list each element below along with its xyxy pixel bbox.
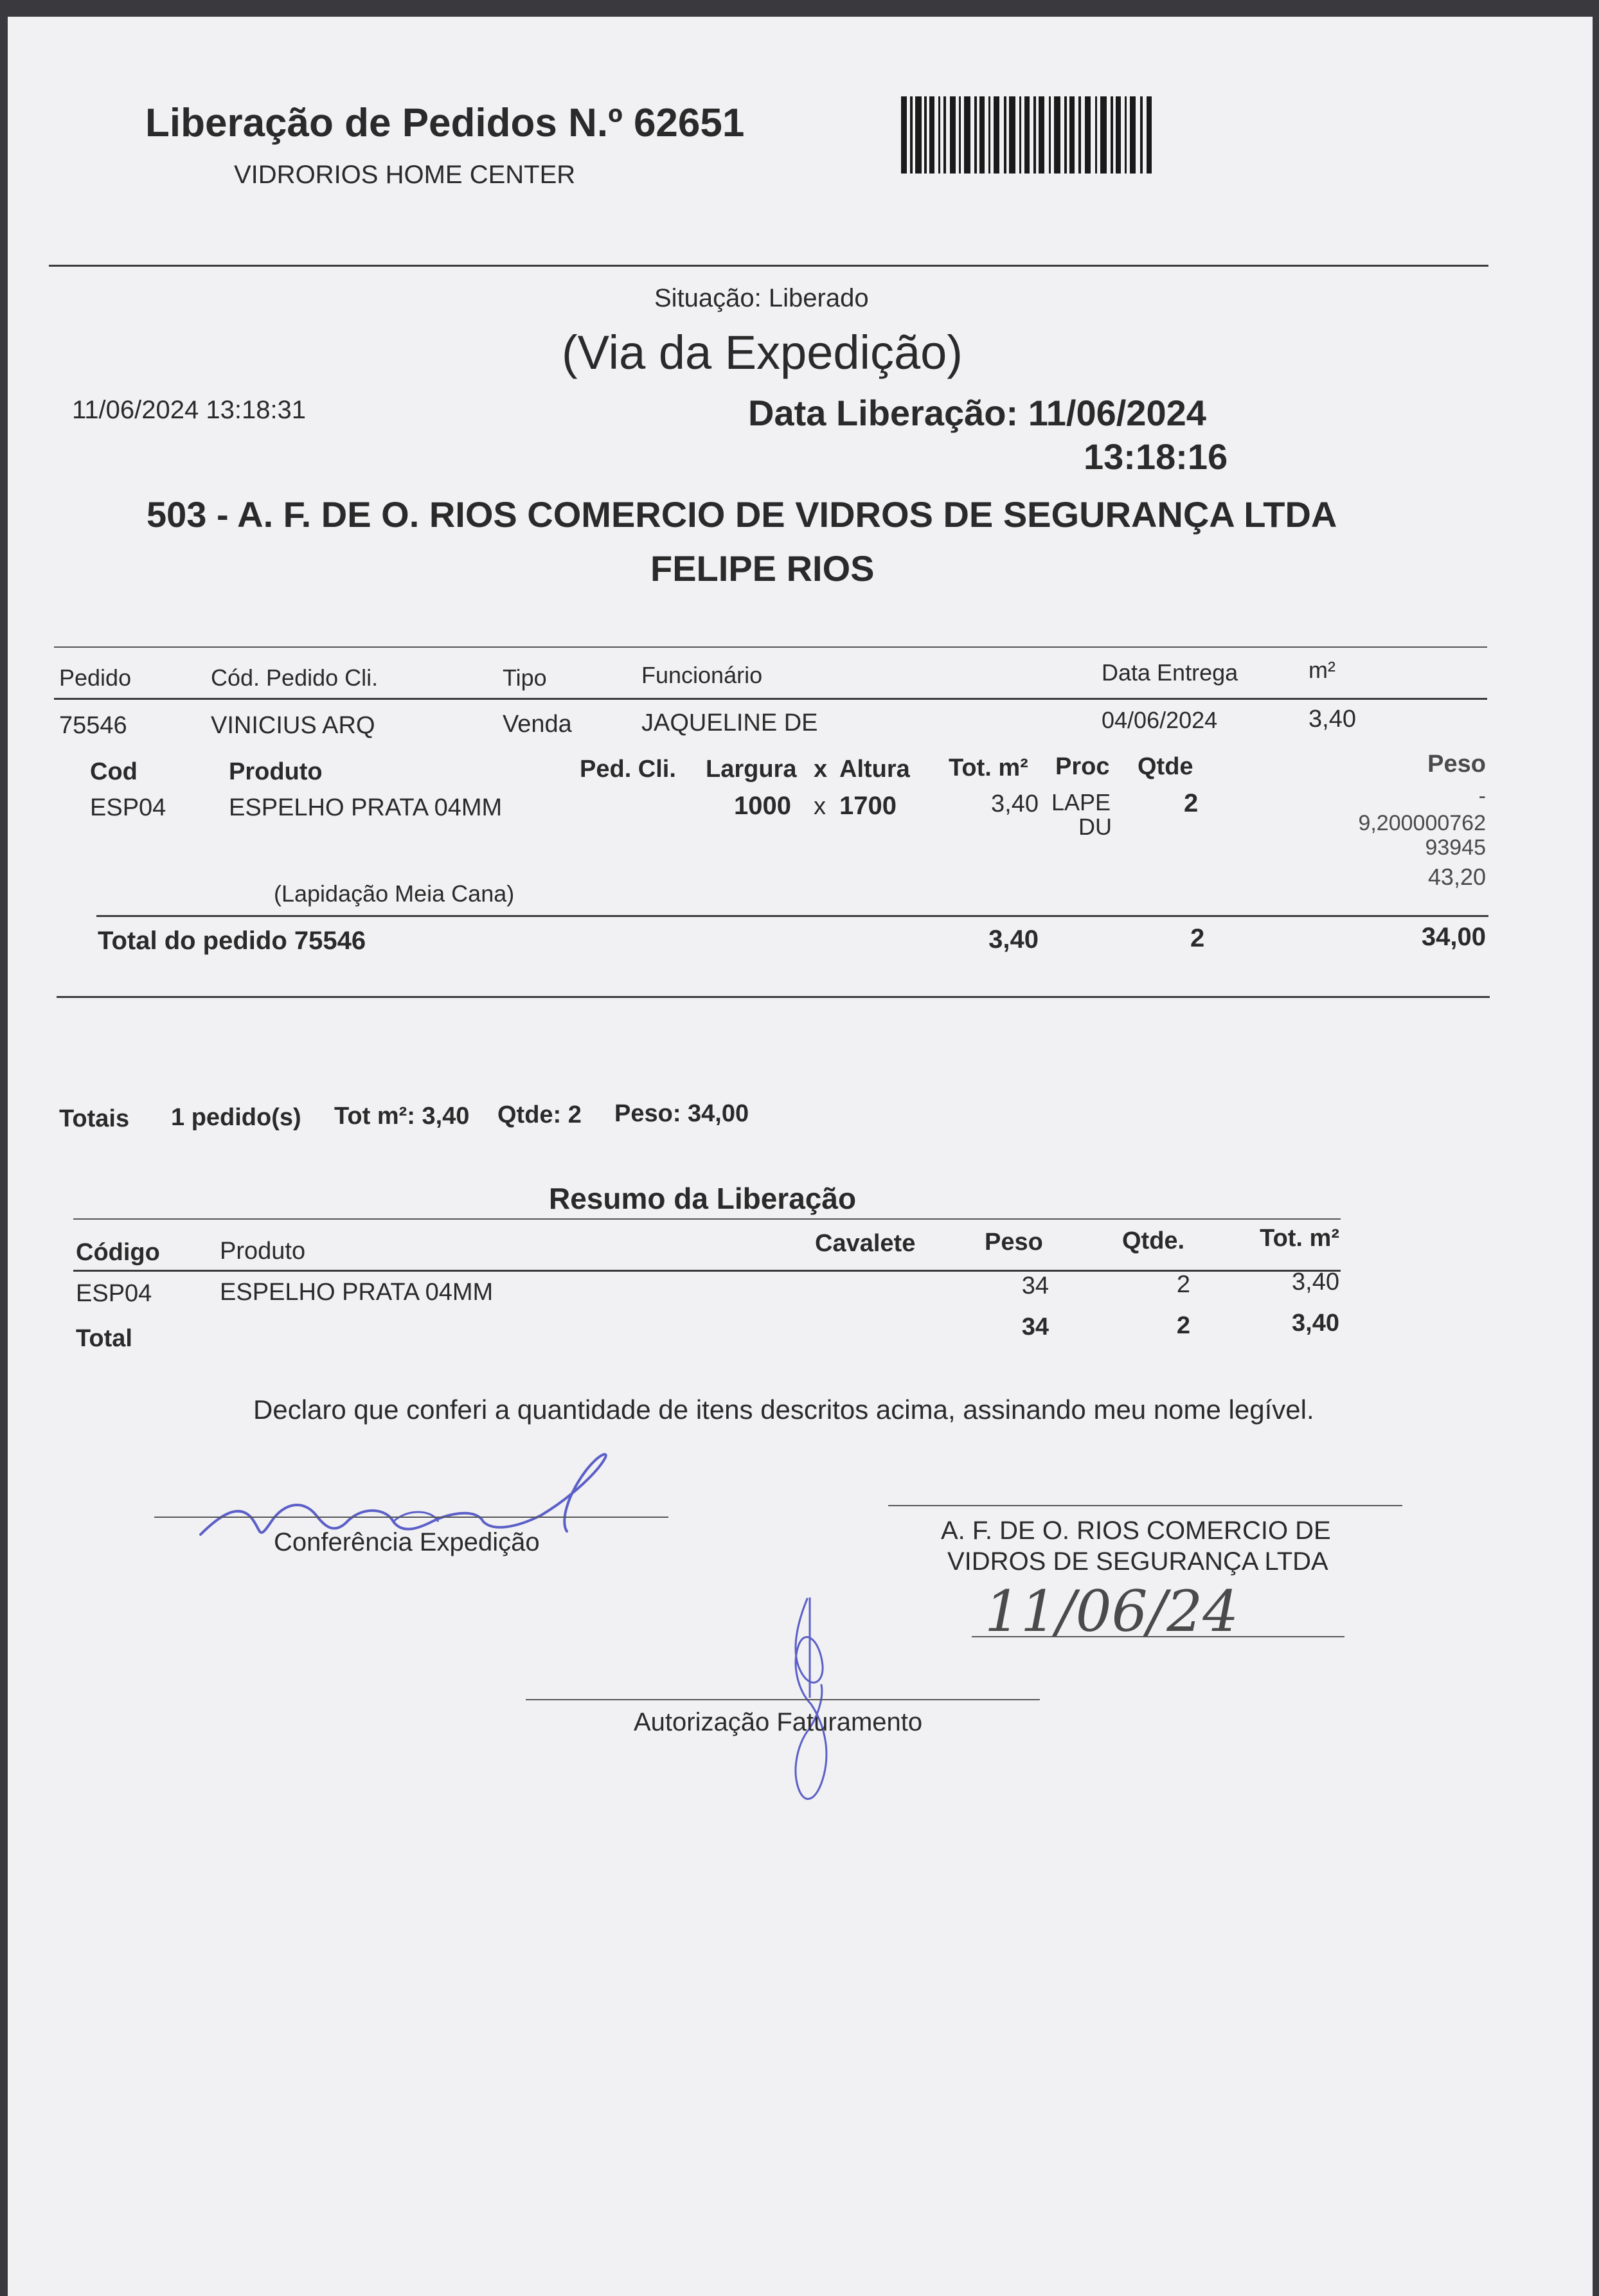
item-col-tot-m2: Tot. m² [949, 754, 1028, 781]
release-time: 13:18:16 [1084, 436, 1228, 477]
signature-label-autorizacao: Autorização Faturamento [634, 1708, 923, 1736]
order-delivery-date: 04/06/2024 [1102, 707, 1218, 733]
col-cod-pedido-cli: Cód. Pedido Cli. [211, 664, 379, 691]
summary-title: Resumo da Liberação [549, 1182, 857, 1215]
item-code: ESP04 [90, 794, 166, 821]
summary-row-code: ESP04 [76, 1280, 152, 1307]
document-title: Liberação de Pedidos N.º 62651 [145, 101, 745, 145]
barcode-image [901, 96, 1158, 174]
totals-orders: 1 pedido(s) [171, 1104, 301, 1131]
item-proc-line1: LAPE [1051, 789, 1111, 815]
summary-row-qty: 2 [1176, 1271, 1190, 1298]
handwritten-date: 11/06/24 [985, 1578, 1239, 1644]
totals-peso: Peso: 34,00 [614, 1100, 749, 1127]
totals-qty: Qtde: 2 [497, 1101, 582, 1128]
item-col-cod: Cod [90, 758, 138, 785]
summary-row-peso: 34 [1021, 1272, 1049, 1299]
item-observation: (Lapidação Meia Cana) [274, 880, 515, 907]
document-page [8, 17, 1593, 2296]
copy-type: (Via da Expedição) [562, 326, 963, 379]
order-number: 75546 [59, 712, 127, 739]
item-total-line [96, 915, 1488, 917]
summary-col-cavalete: Cavalete [815, 1230, 916, 1257]
order-total-label: Total do pedido 75546 [98, 927, 366, 955]
col-tipo: Tipo [503, 664, 547, 691]
item-tot-m2: 3,40 [991, 790, 1039, 817]
item-col-qtde: Qtde [1138, 753, 1193, 780]
status-text: Situação: Liberado [654, 284, 869, 312]
release-date: Data Liberação: 11/06/2024 [748, 393, 1206, 433]
item-peso-line1: - [1478, 784, 1486, 808]
company-name: VIDRORIOS HOME CENTER [234, 161, 576, 189]
order-bottom-line [57, 996, 1490, 998]
summary-total-peso: 34 [1021, 1313, 1049, 1340]
summary-total-m2: 3,40 [1292, 1310, 1339, 1337]
header-divider [49, 265, 1488, 267]
handwritten-date-line [972, 1636, 1344, 1637]
summary-col-peso: Peso [985, 1229, 1043, 1256]
item-x: x [814, 793, 826, 820]
client-contact: FELIPE RIOS [650, 548, 875, 589]
item-col-peso: Peso [1427, 751, 1486, 778]
summary-total-label: Total [76, 1325, 132, 1352]
col-funcionario: Funcionário [641, 662, 763, 688]
order-type: Venda [503, 711, 572, 738]
order-client-code: VINICIUS ARQ [211, 712, 375, 739]
item-proc-line2: DU [1078, 814, 1112, 840]
item-col-altura: Altura [839, 756, 910, 783]
item-col-x: x [814, 756, 828, 783]
item-peso-line3: 93945 [1425, 835, 1486, 860]
signature-line-conferencia [154, 1517, 668, 1518]
item-height: 1700 [839, 792, 897, 820]
item-col-largura: Largura [706, 756, 797, 783]
client-name: 503 - A. F. DE O. RIOS COMERCIO DE VIDROS DE SEGURANÇA LTDA [147, 494, 1337, 535]
order-m2: 3,40 [1309, 706, 1356, 733]
item-width: 1000 [734, 792, 791, 820]
order-total-qty: 2 [1190, 924, 1205, 952]
totals-m2: Tot m²: 3,40 [334, 1103, 470, 1130]
item-peso-line2: 9,200000762 [1358, 811, 1486, 835]
order-top-line [54, 646, 1487, 648]
totals-label: Totais [59, 1105, 130, 1132]
col-m2: m² [1309, 657, 1335, 683]
order-employee: JAQUELINE DE [641, 709, 818, 736]
summary-row-product: ESPELHO PRATA 04MM [220, 1279, 494, 1306]
declaration-text: Declaro que conferi a quantidade de itens descritos acima, assinando meu nome legível. [253, 1394, 1314, 1425]
order-header-line [54, 698, 1487, 700]
signature-company-line2: VIDROS DE SEGURANÇA LTDA [947, 1547, 1328, 1576]
summary-top-line [73, 1218, 1341, 1220]
summary-total-qty: 2 [1176, 1312, 1190, 1339]
summary-row-m2: 3,40 [1292, 1268, 1339, 1295]
col-data-entrega: Data Entrega [1102, 659, 1238, 686]
order-total-m2: 3,40 [988, 925, 1039, 954]
summary-col-produto: Produto [220, 1238, 306, 1265]
signature-line-autorizacao [526, 1699, 1040, 1700]
item-qty: 2 [1184, 789, 1199, 817]
order-total-peso: 34,00 [1421, 923, 1486, 951]
signature-line-company [888, 1505, 1402, 1506]
summary-col-codigo: Código [76, 1239, 160, 1266]
signature-label-conferencia: Conferência Expedição [274, 1528, 540, 1556]
print-datetime: 11/06/2024 13:18:31 [72, 396, 307, 424]
item-col-ped-cli: Ped. Cli. [580, 756, 676, 783]
item-peso-line4: 43,20 [1427, 864, 1486, 890]
summary-col-tot-m2: Tot. m² [1260, 1225, 1339, 1252]
col-pedido: Pedido [59, 664, 132, 691]
item-col-produto: Produto [229, 758, 323, 785]
summary-col-qtde: Qtde. [1122, 1227, 1185, 1254]
item-col-proc: Proc [1055, 753, 1110, 780]
signature-company-line1: A. F. DE O. RIOS COMERCIO DE [941, 1517, 1331, 1545]
item-product: ESPELHO PRATA 04MM [229, 794, 503, 821]
